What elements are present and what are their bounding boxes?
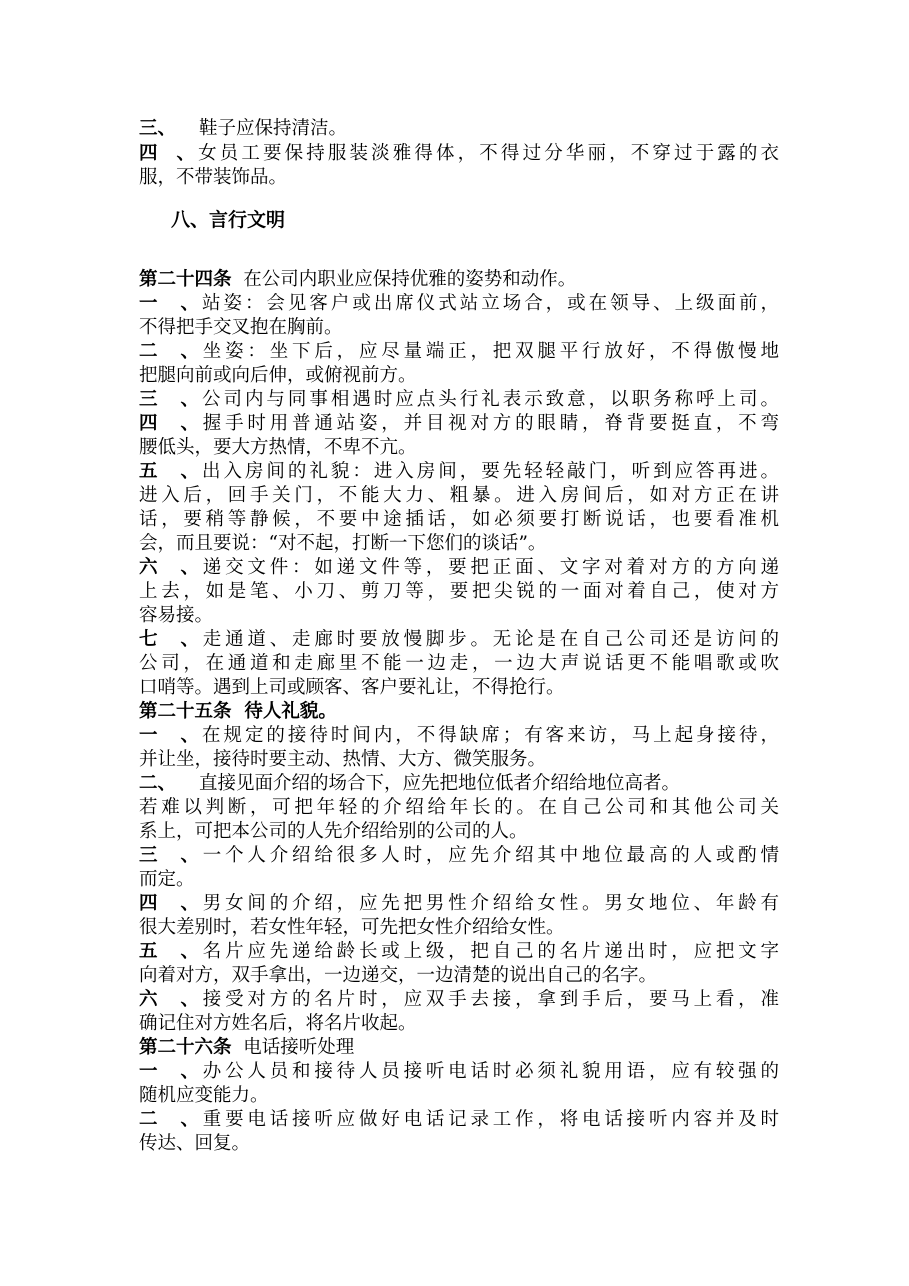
list-item [139, 1060, 779, 1084]
item-number: 六、 [139, 557, 199, 578]
item-text: 男女间的介绍，应先把男性介绍给女性。男女地位、年龄有 [199, 893, 779, 914]
item-text: 在规定的接待时间内，不得缺席；有客来访，马上起身接待， [199, 725, 779, 746]
list-item [139, 940, 779, 964]
item-text-continuation: 随机应变能力。 [139, 1085, 269, 1106]
list-item [139, 460, 779, 484]
item-text-continuation: 而定。 [139, 869, 195, 890]
list-item [139, 117, 779, 141]
item-number: 二、 [139, 773, 177, 794]
item-text-continuation: 话，要稍等静候，不要中途插话，如必须要打断说话，也要看准机 [139, 509, 779, 530]
list-item [139, 340, 779, 364]
item-number: 三、 [139, 389, 199, 410]
list-item [139, 724, 779, 748]
item-text: 办公人员和接待人员接听电话时必须礼貌用语，应有较强的 [199, 1061, 779, 1082]
article-heading [139, 1036, 779, 1060]
list-item [139, 772, 779, 796]
item-text-continuation: 系上，可把本公司的人先介绍给别的公司的人。 [139, 821, 528, 842]
item-number: 四、 [139, 893, 199, 914]
item-number: 三、 [139, 118, 177, 139]
list-item [139, 412, 779, 436]
list-item [139, 292, 779, 316]
item-text: 女员工要保持服装淡雅得体，不得过分华丽，不穿过于露的衣 [195, 143, 779, 164]
list-item [139, 388, 779, 412]
item-text: 直接见面介绍的场合下，应先把地位低者介绍给地位高者。 [199, 773, 681, 794]
list-item [139, 628, 779, 652]
item-text-continuation: 不得把手交叉抱在胸前。 [139, 317, 343, 338]
item-text: 一个人介绍给很多人时，应先介绍其中地位最高的人或酌情 [199, 845, 779, 866]
item-text-continuation: 服，不带装饰品。 [139, 167, 288, 188]
item-text: 公司内与同事相遇时应点头行礼表示致意，以职务称呼上司。 [199, 389, 779, 410]
list-item [139, 142, 779, 166]
list-item [139, 1108, 779, 1132]
item-text-continuation: 向着对方，双手拿出，一边递交，一边清楚的说出自己的名字。 [139, 965, 658, 986]
item-text: 鞋子应保持清洁。 [199, 118, 348, 139]
item-number: 六、 [139, 989, 199, 1010]
item-text-continuation: 并让坐，接待时要主动、热情、大方、微笑服务。 [139, 749, 547, 770]
article-desc: 待人礼貌。 [244, 701, 337, 722]
item-text-continuation: 口哨等。遇到上司或顾客、客户要礼让，不得抢行。 [139, 677, 565, 698]
item-text: 递交文件：如递文件等，要把正面、文字对着对方的方向递 [199, 557, 779, 578]
item-text: 名片应先递给龄长或上级，把自己的名片递出时，应把文字 [199, 941, 779, 962]
item-number: 四、 [139, 413, 199, 434]
item-number: 五、 [139, 461, 199, 482]
item-text-continuation: 把腿向前或向后伸，或俯视前方。 [139, 365, 417, 386]
item-text: 重要电话接听应做好电话记录工作，将电话接听内容并及时 [199, 1109, 779, 1130]
item-number: 五、 [139, 941, 199, 962]
article-heading [139, 700, 779, 724]
article-title: 第二十六条 [139, 1037, 232, 1058]
item-number: 四、 [139, 143, 195, 164]
section-title: 八、言行文明 [171, 209, 286, 231]
article-desc: 在公司内职业应保持优雅的姿势和动作。 [243, 269, 577, 290]
item-text-continuation: 公司，在通道和走廊里不能一边走，一边大声说话更不能唱歌或吹 [139, 653, 779, 674]
list-item [139, 556, 779, 580]
item-text-continuation: 确记住对方姓名后，将名片收起。 [139, 1013, 417, 1034]
article-title: 第二十四条 [139, 269, 232, 290]
item-text-continuation: 会，而且要说：“对不起，打断一下您们的谈话”。 [139, 533, 547, 554]
item-text: 站姿：会见客户或出席仪式站立场合，或在领导、上级面前， [199, 293, 779, 314]
item-number: 一、 [139, 293, 199, 314]
item-number: 一、 [139, 1061, 199, 1082]
item-number: 一、 [139, 725, 199, 746]
item-text: 接受对方的名片时，应双手去接，拿到手后，要马上看，准 [199, 989, 779, 1010]
item-text-continuation: 上去，如是笔、小刀、剪刀等，要把尖锐的一面对着自己，使对方 [139, 581, 779, 602]
list-item [139, 844, 779, 868]
item-number: 二、 [139, 1109, 199, 1130]
article-heading [139, 268, 779, 292]
item-text: 坐姿：坐下后，应尽量端正，把双腿平行放好，不得傲慢地 [199, 341, 779, 362]
item-number: 三、 [139, 845, 199, 866]
item-text-continuation: 容易接。 [139, 605, 214, 626]
item-text: 出入房间的礼貌：进入房间，要先轻轻敲门，听到应答再进。 [199, 461, 779, 482]
article-title: 第二十五条 [139, 701, 232, 722]
list-item [139, 892, 779, 916]
item-text-continuation: 进入后，回手关门，不能大力、粗暴。进入房间后，如对方正在讲 [139, 485, 779, 506]
item-text-continuation: 传达、回复。 [139, 1133, 251, 1154]
item-text-continuation: 很大差别时，若女性年轻，可先把女性介绍给女性。 [139, 917, 565, 938]
item-text: 握手时用普通站姿，并目视对方的眼睛，脊背要挺直，不弯 [199, 413, 779, 434]
item-text-continuation: 若难以判断，可把年轻的介绍给年长的。在自己公司和其他公司关 [139, 797, 779, 818]
item-number: 二、 [139, 341, 199, 362]
list-item [139, 988, 779, 1012]
item-number: 七、 [139, 629, 199, 650]
article-desc: 电话接听处理 [243, 1037, 355, 1058]
item-text: 走通道、走廊时要放慢脚步。无论是在自己公司还是访问的 [199, 629, 779, 650]
item-text-continuation: 腰低头，要大方热情，不卑不亢。 [139, 437, 417, 458]
